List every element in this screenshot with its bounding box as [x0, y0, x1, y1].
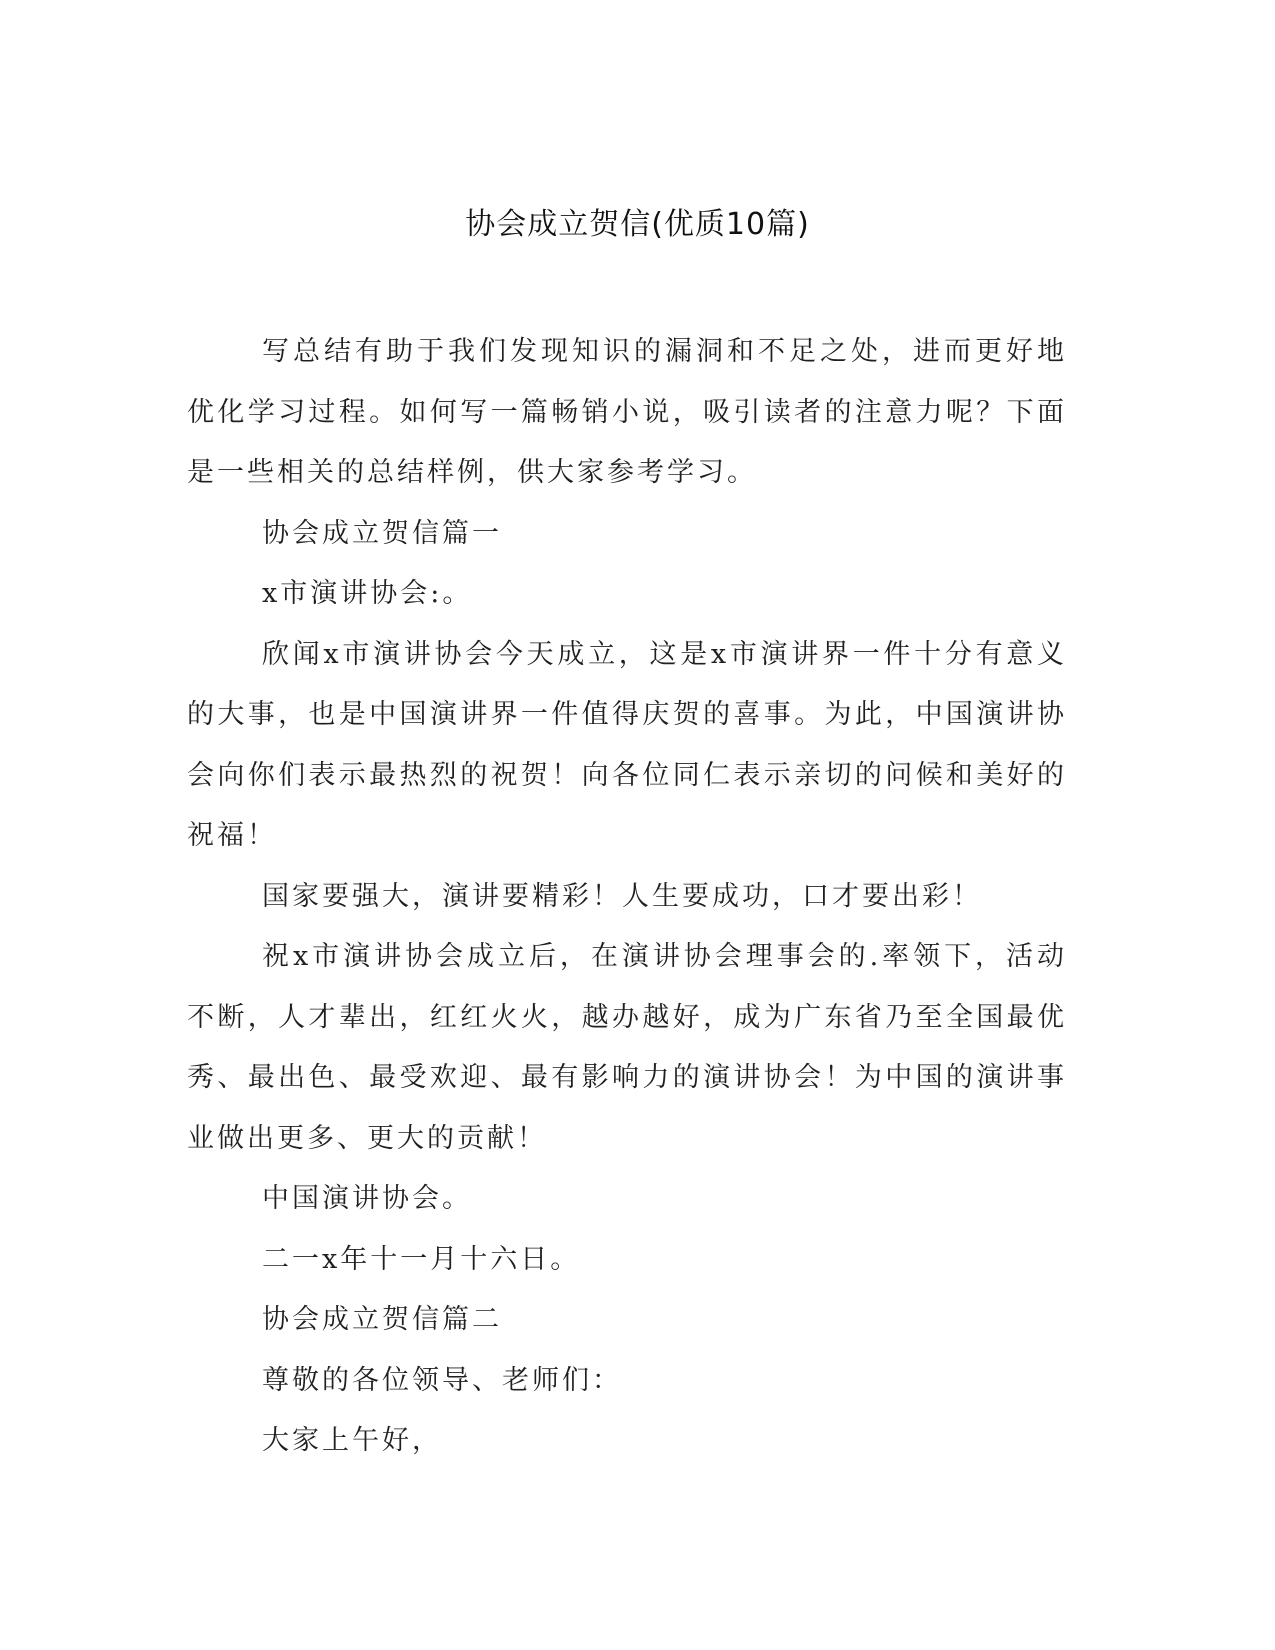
signature: 中国演讲协会。 [262, 1183, 472, 1214]
slogan-paragraph: 国家要强大，演讲要精彩！人生要成功，口才要出彩！ [262, 880, 982, 912]
greeting: 大家上午好， [262, 1425, 442, 1456]
salutation-2: 尊敬的各位领导、老师们： [262, 1364, 622, 1396]
section-heading-2: 协会成立贺信篇二 [262, 1304, 502, 1335]
letter-date: 二一x年十一月十六日。 [262, 1243, 581, 1275]
salutation: x市演讲协会:。 [262, 578, 473, 609]
section-heading-1: 协会成立贺信篇一 [262, 517, 502, 549]
document-title: 协会成立贺信(优质10篇) [465, 207, 810, 242]
intro-paragraph: 写总结有助于我们发现知识的漏洞和不足之处，进而更好地优化学习过程。如何写一篇畅销小说，吸引读者的注意力呢？下面是一些相关的总结样例，供大家参考学习。 [187, 336, 1067, 488]
letter-paragraph: 欣闻x市演讲协会今天成立，这是x市演讲界一件十分有意义的大事，也是中国演讲界一件值得庆贺的喜事。为此，中国演讲协会向你们表示最热烈的祝贺！向各位同仁表示亲切的问候和美好的祝福！ [187, 638, 1067, 851]
document-body [187, 322, 1067, 1472]
wishes-paragraph: 祝x市演讲协会成立后，在演讲协会理事会的.率领下，活动不断，人才辈出，红红火火，越办越好，成为广东省乃至全国最优秀、最出色、最受欢迎、最有影响力的演讲协会！为中国的演讲事业做出更多、更大的贡献！ [187, 941, 1067, 1154]
